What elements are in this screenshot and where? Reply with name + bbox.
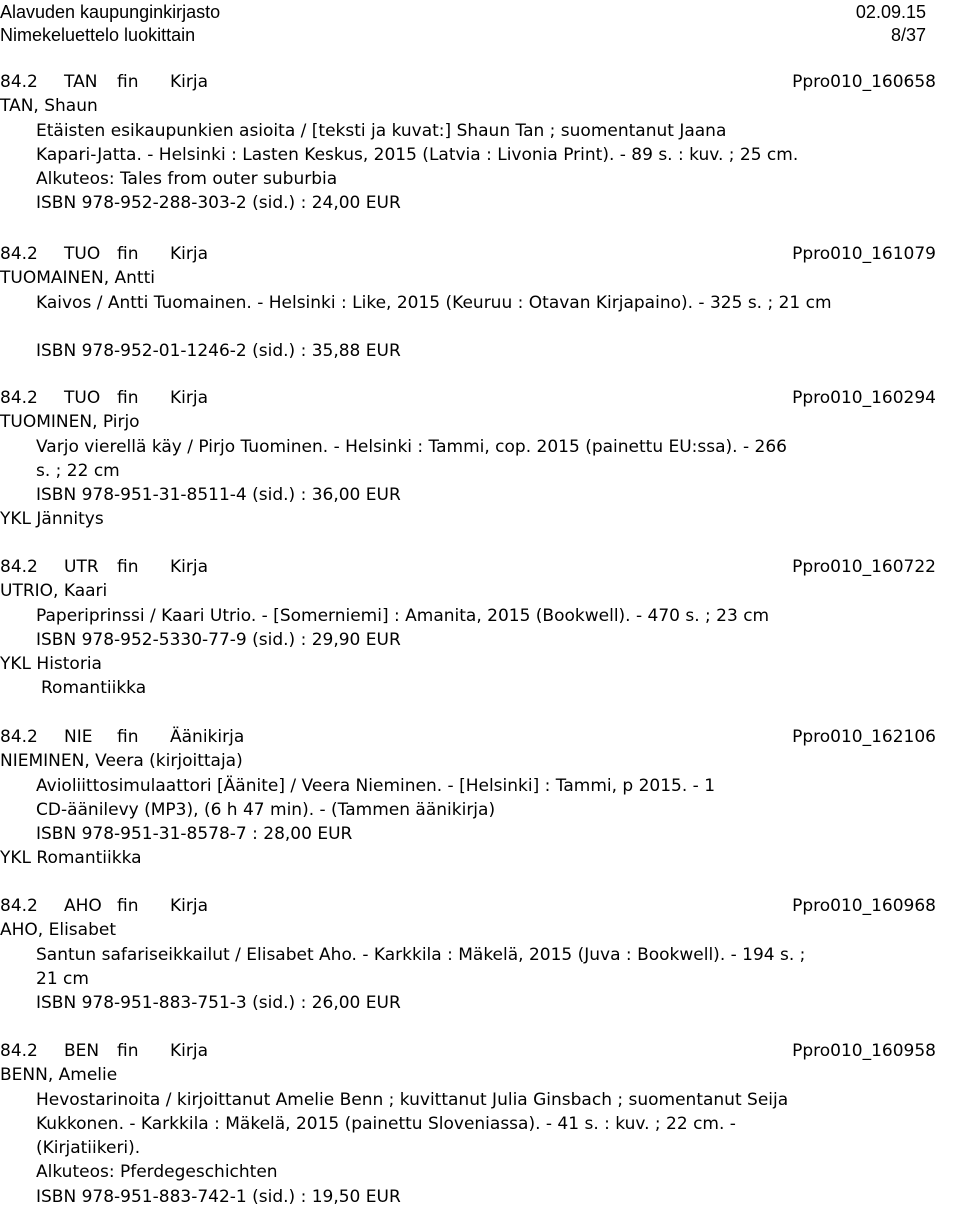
record-material: Kirja — [170, 388, 209, 408]
record-code: TAN — [64, 72, 98, 92]
record-language: fin — [117, 896, 139, 916]
record-author: BENN, Amelie — [0, 1065, 118, 1086]
record-isbn: ISBN 978-951-883-751-3 (sid.) : 26,00 EUR — [36, 993, 401, 1014]
record-control-number: Ppro010_160722 — [792, 557, 936, 577]
record-isbn: ISBN 978-951-31-8578-7 : 28,00 EUR — [36, 824, 353, 845]
record-class: 84.2 — [0, 896, 38, 916]
record-line: Alkuteos: Pferdegeschichten — [36, 1162, 278, 1183]
catalog-record — [0, 555, 936, 701]
record-author: TAN, Shaun — [0, 96, 98, 117]
record-line: s. ; 22 cm — [36, 460, 120, 481]
page-header-line-1 — [0, 0, 926, 24]
record-line: (Kirjatiikeri). — [36, 1138, 141, 1159]
record-isbn: ISBN 978-951-883-742-1 (sid.) : 19,50 EUR — [36, 1186, 401, 1207]
record-header-row — [0, 70, 936, 94]
record-material: Kirja — [170, 244, 209, 264]
record-language: fin — [117, 1041, 139, 1061]
record-control-number: Ppro010_160294 — [792, 388, 936, 408]
library-name: Alavuden kaupunginkirjasto — [0, 2, 221, 22]
record-material: Kirja — [170, 557, 209, 577]
record-language: fin — [117, 727, 139, 747]
record-control-number: Ppro010_162106 — [792, 727, 936, 747]
record-class: 84.2 — [0, 388, 38, 408]
record-isbn: ISBN 978-952-01-1246-2 (sid.) : 35,88 EUR — [36, 340, 401, 361]
record-material: Kirja — [170, 72, 209, 92]
record-isbn: ISBN 978-952-5330-77-9 (sid.) : 29,90 EUR — [36, 629, 401, 650]
record-line: CD-äänilevy (MP3), (6 h 47 min). - (Tammen äänikirja) — [36, 799, 496, 820]
record-isbn: ISBN 978-952-288-303-2 (sid.) : 24,00 EUR — [36, 193, 401, 214]
record-header-row — [0, 555, 936, 579]
page-header-line-2 — [0, 23, 926, 47]
record-control-number: Ppro010_161079 — [792, 244, 936, 264]
record-line: 21 cm — [36, 968, 89, 989]
record-material: Kirja — [170, 1041, 209, 1061]
record-line: Varjo vierellä käy / Pirjo Tuominen. - Helsinki : Tammi, cop. 2015 (painettu EU:ssa). - 266 — [36, 436, 787, 457]
record-material: Äänikirja — [170, 727, 245, 747]
record-class: 84.2 — [0, 72, 38, 92]
record-language: fin — [117, 388, 139, 408]
record-ykl: YKL Historia — [0, 654, 102, 675]
record-header-row — [0, 725, 936, 749]
record-author: AHO, Elisabet — [0, 920, 116, 941]
record-header-row — [0, 386, 936, 410]
catalog-record — [0, 894, 936, 1015]
record-control-number: Ppro010_160958 — [792, 1041, 936, 1061]
record-code: TUO — [64, 388, 101, 408]
record-language: fin — [117, 557, 139, 577]
page-number: 8/37 — [890, 25, 926, 45]
record-language: fin — [117, 244, 139, 264]
record-code: AHO — [64, 896, 102, 916]
record-header-row — [0, 894, 936, 918]
record-class: 84.2 — [0, 1041, 38, 1061]
record-header-row — [0, 1039, 936, 1063]
record-language: fin — [117, 72, 139, 92]
record-code: UTR — [64, 557, 99, 577]
record-header-row — [0, 242, 936, 266]
print-date: 02.09.15 — [855, 2, 926, 22]
record-line: Kapari-Jatta. - Helsinki : Lasten Keskus, 2015 (Latvia : Livonia Print). - 89 s. : kuv. ; 25 cm. — [36, 144, 799, 165]
catalog-record — [0, 242, 936, 363]
catalog-record — [0, 1039, 936, 1209]
record-line: Kukkonen. - Karkkila : Mäkelä, 2015 (painettu Sloveniassa). - 41 s. : kuv. ; 22 cm. - — [36, 1113, 736, 1134]
record-line: Avioliittosimulaattori [Äänite] / Veera Nieminen. - [Helsinki] : Tammi, p 2015. - 1 — [36, 775, 716, 796]
catalog-record — [0, 70, 936, 216]
record-ykl: YKL Jännitys — [0, 509, 104, 530]
record-author: UTRIO, Kaari — [0, 581, 108, 602]
record-line: Santun safariseikkailut / Elisabet Aho. - Karkkila : Mäkelä, 2015 (Juva : Bookwell). - 194 s. ; — [36, 944, 806, 965]
record-line: Etäisten esikaupunkien asioita / [teksti ja kuvat:] Shaun Tan ; suomentanut Jaana — [36, 120, 727, 141]
record-class: 84.2 — [0, 557, 38, 577]
record-ykl: YKL Romantiikka — [0, 848, 142, 869]
record-control-number: Ppro010_160658 — [792, 72, 936, 92]
record-line: Kaivos / Antti Tuomainen. - Helsinki : Like, 2015 (Keuruu : Otavan Kirjapaino). - 325 s. ; 21 cm — [36, 292, 832, 313]
record-code: TUO — [64, 244, 101, 264]
catalog-record — [0, 386, 936, 532]
record-code: BEN — [64, 1041, 100, 1061]
record-class: 84.2 — [0, 244, 38, 264]
catalog-record — [0, 725, 936, 871]
record-material: Kirja — [170, 896, 209, 916]
record-line: Hevostarinoita / kirjoittanut Amelie Benn ; kuvittanut Julia Ginsbach ; suomentanut Seija — [36, 1089, 789, 1110]
record-author: NIEMINEN, Veera (kirjoittaja) — [0, 751, 243, 772]
record-class: 84.2 — [0, 727, 38, 747]
record-code: NIE — [64, 727, 93, 747]
record-line: Paperiprinssi / Kaari Utrio. - [Somerniemi] : Amanita, 2015 (Bookwell). - 470 s. ; 23 cm — [36, 605, 770, 626]
record-control-number: Ppro010_160968 — [792, 896, 936, 916]
list-title: Nimekeluettelo luokittain — [0, 25, 196, 45]
record-line: Alkuteos: Tales from outer suburbia — [36, 169, 338, 190]
record-author: TUOMAINEN, Antti — [0, 268, 155, 289]
record-ykl: Romantiikka — [41, 678, 147, 699]
record-author: TUOMINEN, Pirjo — [0, 412, 140, 433]
record-isbn: ISBN 978-951-31-8511-4 (sid.) : 36,00 EUR — [36, 485, 401, 506]
